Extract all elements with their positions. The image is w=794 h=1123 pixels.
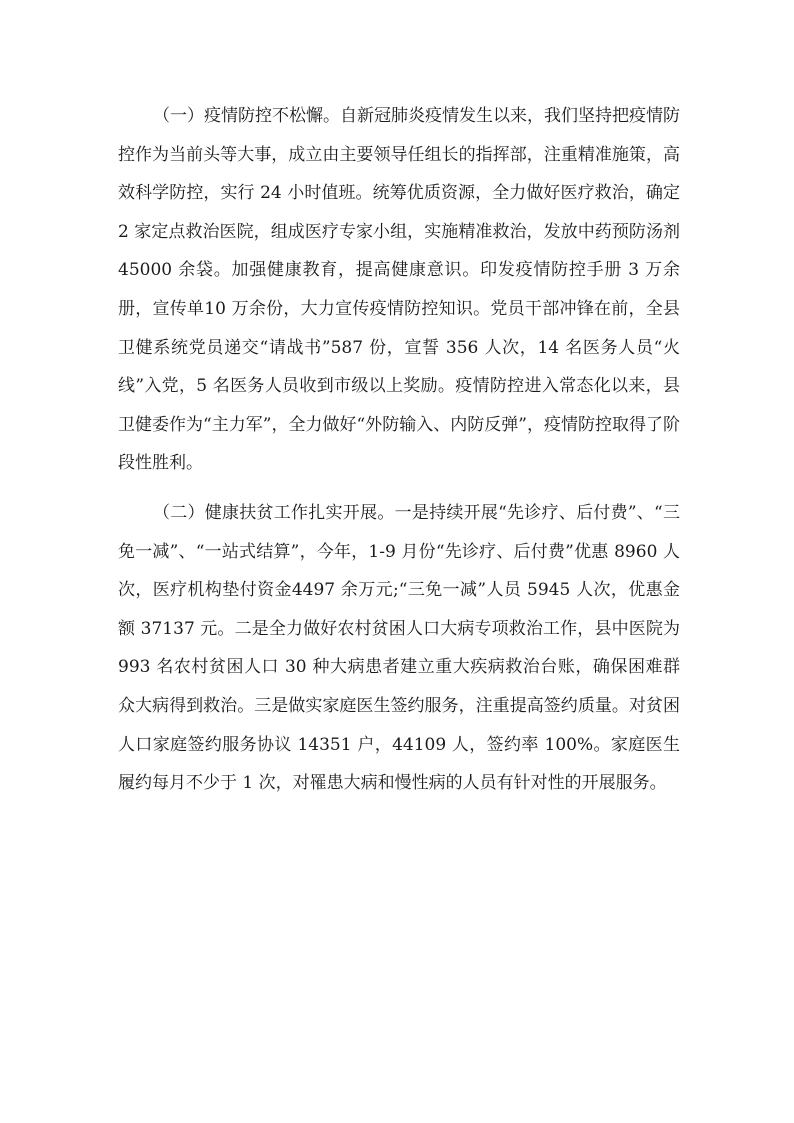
paragraph-health-poverty-alleviation: （二）健康扶贫工作扎实开展。一是持续开展“先诊疗、后付费”、“三免一减”、“一站式结算”，今年，1-9 月份“先诊疗、后付费”优惠 8960 人次，医疗机构垫付资金4497 余万元;“三免一减”人员 5945 人次，优惠金额 37137 元。二是全力做好农村贫困人口大病专项救治工作，县中医院为 993 名农村贫困人口 30 种大病患者建立重大疾病救治台账，确保困难群众大病得到救治。三是做实家庭医生签约服务，注重提高签约质量。对贫困人口家庭签约服务协议 14351 户，44109 人，签约率 100%。家庭医生履约每月不少于 1 次，对罹患大病和慢性病的人员有针对性的开展服务。 bbox=[118, 502, 680, 794]
paragraph-epidemic-prevention: （一）疫情防控不松懈。自新冠肺炎疫情发生以来，我们坚持把疫情防控作为当前头等大事，成立由主要领导任组长的指挥部，注重精准施策，高效科学防控，实行 24 小时值班。统筹优质资源，全力做好医疗救治，确定 2 家定点救治医院，组成医疗专家小组，实施精准救治，发放中药预防汤剂 45000 余袋。加强健康教育，提高健康意识。印发疫情防控手册 3 万余册，宣传单10 万余份，大力宣传疫情防控知识。党员干部冲锋在前，全县卫健系统党员递交“请战书”587 份，宣誓 356 人次，14 名医务人员“火线”入党，5 名医务人员收到市级以上奖励。疫情防控进入常态化以来，县卫健委作为“主力军”，全力做好“外防输入、内防反弹”，疫情防控取得了阶段性胜利。 bbox=[118, 106, 680, 474]
document-body bbox=[118, 97, 680, 803]
